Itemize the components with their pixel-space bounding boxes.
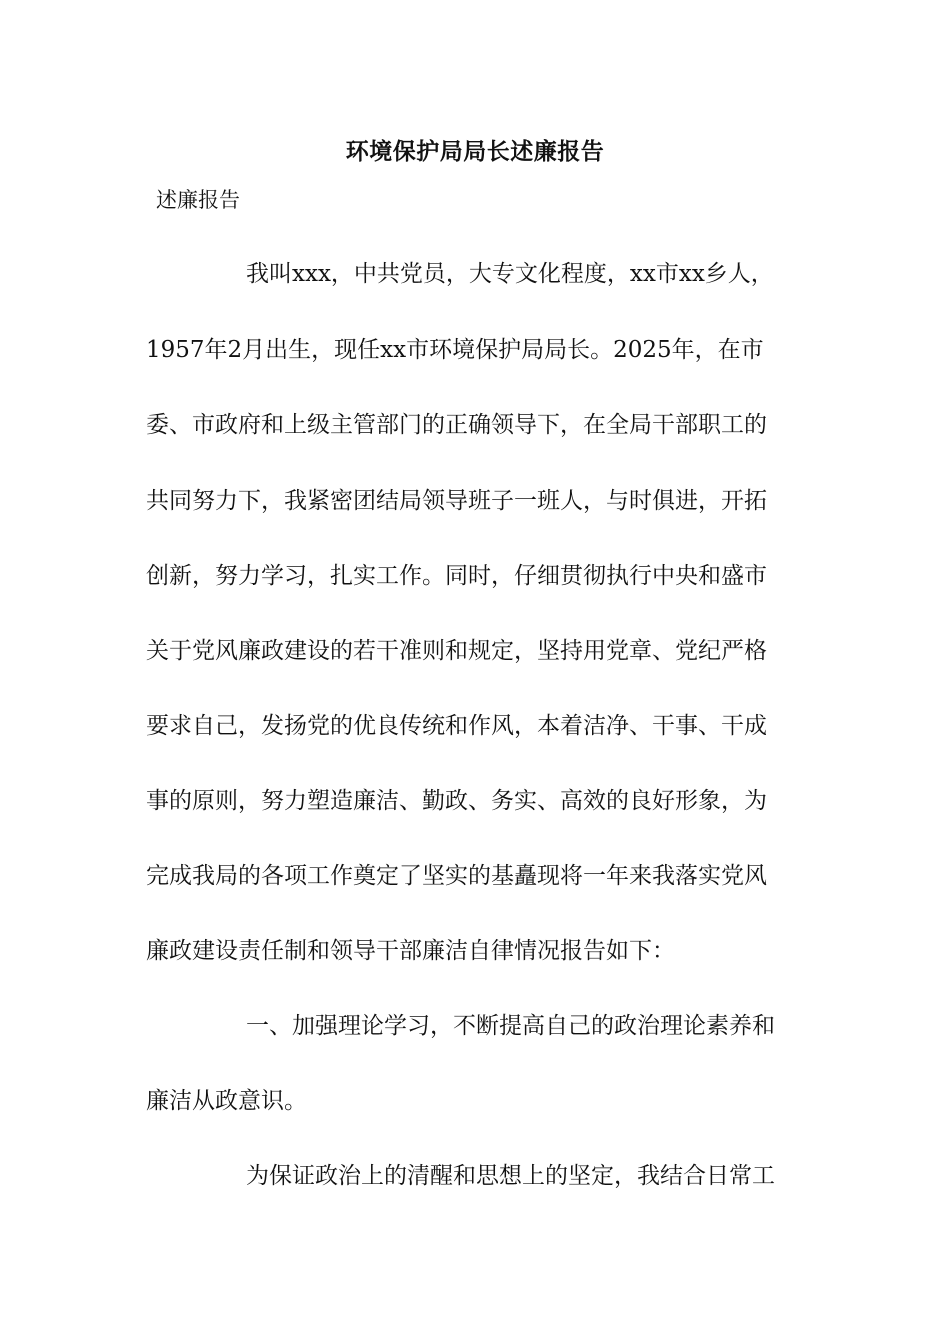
body-line-4: 共同努力下，我紧密团结局领导班子一班人，与时俱进，开拓 bbox=[146, 488, 767, 514]
body-line-10: 廉政建设责任制和领导干部廉洁自律情况报告如下： bbox=[146, 938, 675, 964]
body-line-13: 为保证政治上的清醒和思想上的坚定，我结合日常工 bbox=[246, 1163, 775, 1189]
document-title: 环境保护局局长述廉报告 bbox=[345, 138, 605, 165]
body-line-9: 完成我局的各项工作奠定了坚实的基矗现将一年来我落实党风 bbox=[146, 863, 767, 889]
body-line-1: 我叫xxx，中共党员，大专文化程度，xx市xx乡人， bbox=[246, 261, 774, 287]
body-line-3: 委、市政府和上级主管部门的正确领导下，在全局干部职工的 bbox=[146, 412, 767, 438]
section-heading-line-1: 一、加强理论学习，不断提高自己的政治理论素养和 bbox=[246, 1013, 775, 1039]
body-line-7: 要求自己，发扬党的优良传统和作风，本着洁净、干事、干成 bbox=[146, 713, 767, 739]
body-line-5: 创新，努力学习，扎实工作。同时，仔细贯彻执行中央和盛市 bbox=[146, 563, 767, 589]
body-line-6: 关于党风廉政建设的若干准则和规定，坚持用党章、党纪严格 bbox=[146, 638, 767, 664]
document-subtitle: 述廉报告 bbox=[156, 188, 240, 212]
section-heading-line-2: 廉洁从政意识。 bbox=[146, 1088, 307, 1114]
body-line-8: 事的原则，努力塑造廉洁、勤政、务实、高效的良好形象，为 bbox=[146, 788, 767, 814]
body-line-2: 1957年2月出生，现任xx市环境保护局局长。2025年，在市 bbox=[146, 337, 764, 363]
